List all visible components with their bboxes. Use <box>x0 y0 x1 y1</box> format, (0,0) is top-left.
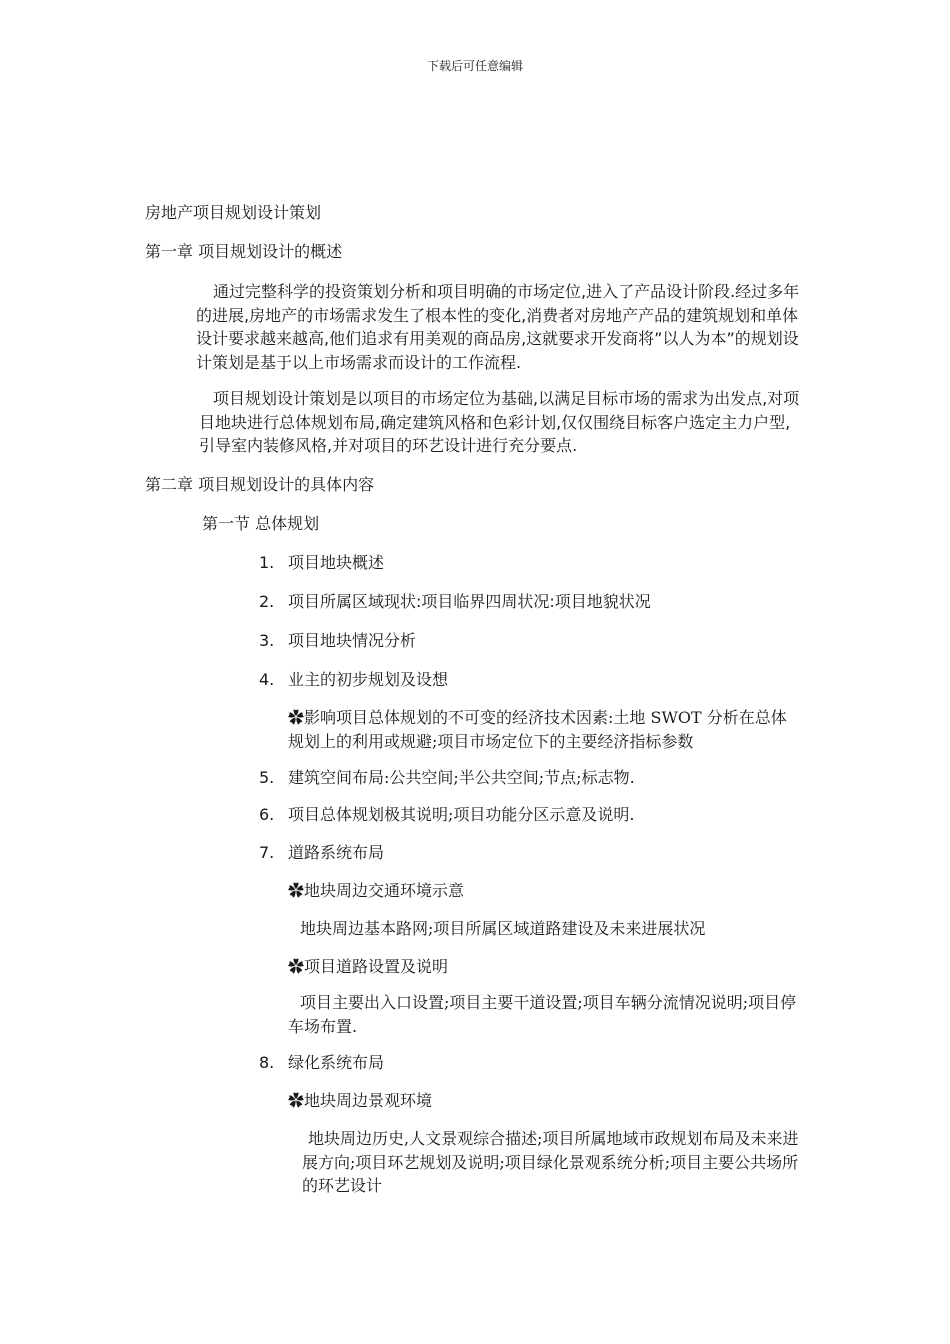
item-number: 5. <box>259 768 275 787</box>
item4-bullet-text: 影响项目总体规划的不可变的经济技术因素:土地 SWOT 分析在总体规划上的利用或规避;项目市场定位下的主要经济指标参数 <box>288 708 787 751</box>
item-text: 建筑空间布局:公共空间;半公共空间;节点;标志物. <box>288 768 635 787</box>
chapter1-paragraph-2: 项目规划设计策划是以项目的市场定位为基础,以满足目标市场的需求为出发点,对项目地块进行总体规划布局,确定建筑风格和色彩计划,仅仅围绕目标客户选定主力户型,引导室内装修风格,并对项目的环艺设计进行充分要点. <box>199 389 800 455</box>
item-text: 道路系统布局 <box>288 843 385 862</box>
item-number: 7. <box>259 843 275 862</box>
flower-bullet-icon: ✿ <box>288 708 305 727</box>
item8-bullet-1-detail: 地块周边历史,人文景观综合描述;项目所属地域市政规划布局及未来进展方向;项目环艺规划及说明;项目绿化景观系统分析;项目主要公共场所的环艺设计 <box>302 1129 799 1195</box>
item7-bullet-1-detail: 地块周边基本路网;项目所属区域道路建设及未来进展状况 <box>300 919 706 938</box>
item-number: 8. <box>259 1053 275 1072</box>
item8-bullet-1 <box>288 1089 432 1112</box>
item-number: 2. <box>259 592 275 611</box>
flower-bullet-icon: ✿ <box>288 1091 305 1110</box>
chapter1-paragraph-1: 通过完整科学的投资策划分析和项目明确的市场定位,进入了产品设计阶段.经过多年的进展,房地产的市场需求发生了根本性的变化,消费者对房地产产品的建筑规划和单体设计要求越来越高,他们追求有用美观的商品房,这就要求开发商将”以人为本”的规划设计策划是基于以上市场需求而设计的工作流程. <box>196 282 800 372</box>
chapter1-title: 第一章 项目规划设计的概述 <box>145 242 343 261</box>
item7-bullet-2 <box>288 955 448 978</box>
item7-bullet-2-text: 项目道路设置及说明 <box>304 957 449 976</box>
item7-bullet-2-detail: 项目主要出入口设置;项目主要干道设置;项目车辆分流情况说明;项目停车场布置. <box>288 993 797 1036</box>
page-header: 下载后可任意编辑 <box>426 59 523 73</box>
item7-bullet-1-text: 地块周边交通环境示意 <box>304 881 465 900</box>
item-number: 6. <box>259 805 275 824</box>
item-text: 业主的初步规划及设想 <box>288 670 449 689</box>
item-text: 绿化系统布局 <box>288 1053 385 1072</box>
item4-bullet <box>288 706 798 753</box>
document-title: 房地产项目规划设计策划 <box>145 203 322 222</box>
item-text: 项目所属区域现状:项目临界四周状况:项目地貌状况 <box>288 592 651 611</box>
flower-bullet-icon: ✿ <box>288 881 305 900</box>
item-number: 4. <box>259 670 275 689</box>
item7-bullet-1 <box>288 879 464 902</box>
item-text: 项目地块概述 <box>288 553 385 572</box>
chapter2-title: 第二章 项目规划设计的具体内容 <box>145 475 375 494</box>
section1-title: 第一节 总体规划 <box>202 514 320 533</box>
item-text: 项目总体规划极其说明;项目功能分区示意及说明. <box>288 805 635 824</box>
item8-bullet-1-text: 地块周边景观环境 <box>304 1091 433 1110</box>
flower-bullet-icon: ✿ <box>288 957 305 976</box>
item-number: 1. <box>259 553 275 572</box>
item-number: 3. <box>259 631 275 650</box>
item-text: 项目地块情况分析 <box>288 631 417 650</box>
